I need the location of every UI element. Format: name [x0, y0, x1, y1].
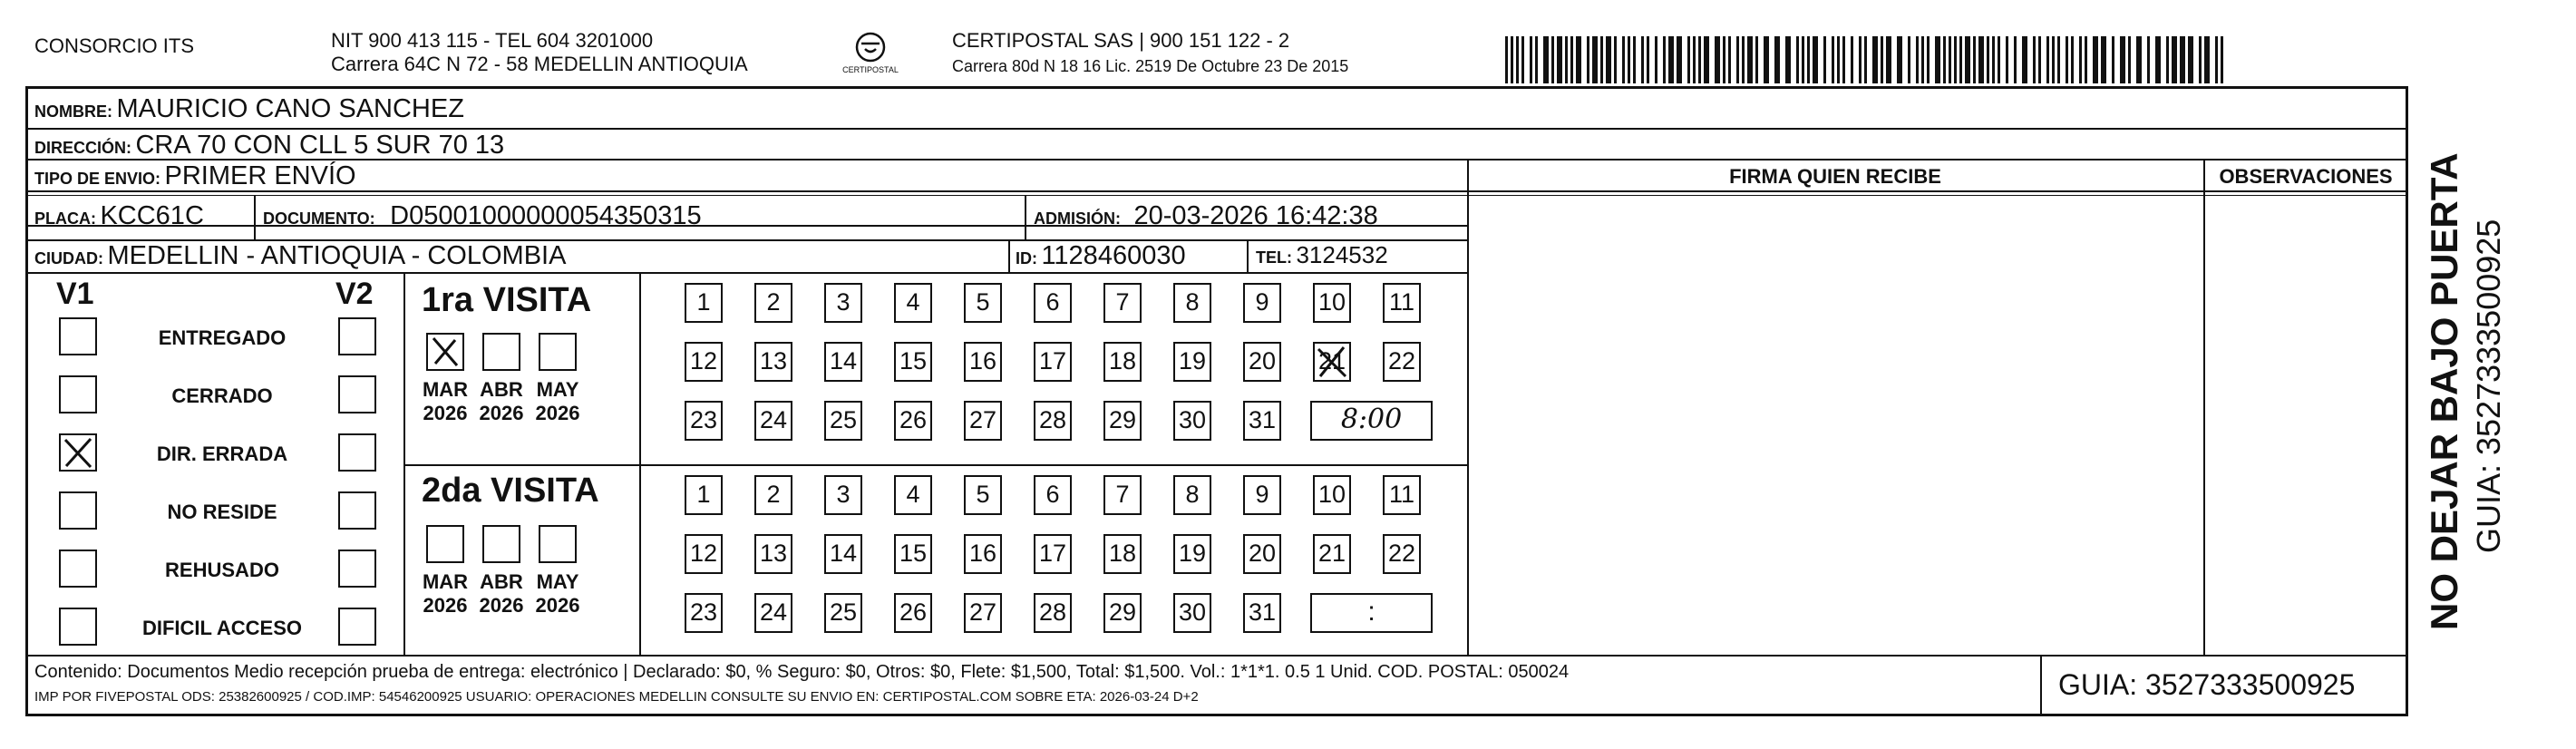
barcode-bar [1813, 36, 1818, 83]
first-day-26[interactable]: 26 [894, 401, 932, 441]
second-day-24[interactable]: 24 [754, 593, 792, 633]
barcode-bar [1576, 36, 1581, 83]
status-label: NO RESIDE [167, 501, 277, 523]
barcode-bar [1755, 36, 1758, 83]
v1-label: V1 [56, 277, 94, 311]
nit-line: NIT 900 413 115 - TEL 604 3201000 [331, 29, 654, 52]
barcode-bar [1742, 36, 1745, 83]
second-day-16[interactable]: 16 [964, 534, 1002, 574]
v2-checkbox-entregado[interactable] [338, 317, 376, 355]
divider [254, 195, 256, 239]
direccion-value: CRA 70 CON CLL 5 SUR 70 13 [135, 131, 505, 160]
barcode-bar [1959, 36, 1962, 83]
v1-checkbox-cerrado[interactable] [59, 375, 97, 413]
divider [403, 464, 1467, 466]
status-label: DIFICIL ACCESO [141, 617, 302, 639]
second-day-27[interactable]: 27 [964, 593, 1002, 633]
divider [1467, 159, 1469, 655]
second-month-label: MAR 2026 [422, 570, 469, 617]
barcode-bar [2204, 36, 2210, 83]
admision-value: 20-03-2026 16:42:38 [1133, 201, 1378, 230]
barcode-bar [1807, 36, 1810, 83]
barcode-bar [2014, 36, 2017, 83]
v1-checkbox-no-reside[interactable] [59, 491, 97, 530]
first-day-28[interactable]: 28 [1034, 401, 1072, 441]
status-label: REHUSADO [165, 559, 279, 581]
barcode-bar [2147, 36, 2150, 83]
id-row [1016, 241, 1186, 271]
first-month-label: ABR 2026 [479, 378, 524, 424]
barcode-bar [1511, 36, 1513, 83]
status-label: ENTREGADO [158, 326, 287, 349]
barcode-bar [1693, 36, 1696, 83]
second-day-22[interactable]: 22 [1383, 534, 1421, 574]
first-day-2[interactable]: 2 [754, 283, 792, 323]
second-day-5[interactable]: 5 [964, 475, 1002, 515]
barcode-bar [2046, 36, 2049, 83]
admision-row [1034, 201, 1378, 231]
barcode-bar [1832, 36, 1834, 83]
nombre-row [34, 94, 464, 124]
second-day-21[interactable]: 21 [1313, 534, 1351, 574]
barcode-bar [1921, 36, 1924, 83]
first-month-label: MAY 2026 [535, 378, 580, 424]
barcode-bar [1864, 36, 1867, 83]
barcode-bar [1587, 36, 1589, 83]
first-day-21[interactable]: 21 [1313, 342, 1351, 382]
second-month-label: MAY 2026 [535, 570, 580, 617]
first-day-12[interactable]: 12 [685, 342, 723, 382]
company-address: Carrera 64C N 72 - 58 MEDELLIN ANTIOQUIA [331, 53, 748, 75]
observaciones-label: OBSERVACIONES [2219, 165, 2393, 188]
v1-checkbox-dificil-acceso[interactable] [59, 608, 97, 646]
barcode-bar [1592, 36, 1598, 83]
barcode-bar [1557, 36, 1562, 83]
barcode-bar [1535, 36, 1538, 83]
first-day-18[interactable]: 18 [1103, 342, 1142, 382]
divider [1025, 195, 1026, 239]
barcode-bar [1992, 36, 1995, 83]
barcode-bar [1837, 36, 1840, 83]
second-day-10[interactable]: 10 [1313, 475, 1351, 515]
barcode-bar [1886, 36, 1891, 83]
barcode-bar [1516, 36, 1519, 83]
side-guia-text: GUIA: 3527333500925 [2470, 219, 2507, 553]
direccion-label: DIRECCIÓN: [34, 139, 131, 157]
first-day-1[interactable]: 1 [685, 283, 723, 323]
barcode-bar [1606, 36, 1611, 83]
divider [1247, 239, 1249, 272]
barcode-bar [1505, 36, 1508, 83]
barcode-bar [1736, 36, 1739, 83]
barcode-bar [1943, 36, 1946, 83]
logo-text: CERTIPOSTAL [842, 65, 899, 74]
barcode-bar [2093, 36, 2098, 83]
first-day-3[interactable]: 3 [824, 283, 862, 323]
barcode-bar [2166, 36, 2169, 83]
divider [25, 195, 2408, 196]
second-day-25[interactable]: 25 [824, 593, 862, 633]
barcode-bar [1687, 36, 1690, 83]
divider [25, 272, 1467, 274]
divider [1008, 239, 1010, 272]
tel-row [1256, 241, 1388, 269]
barcode-bar [1622, 36, 1625, 83]
first-day-31[interactable]: 31 [1243, 401, 1281, 441]
first-visit-title: 1ra VISITA [422, 281, 592, 319]
first-day-7[interactable]: 7 [1103, 283, 1142, 323]
first-day-9[interactable]: 9 [1243, 283, 1281, 323]
barcode-bar [1570, 36, 1573, 83]
v1-checkbox-dir-errada[interactable] [59, 433, 97, 472]
placa-label: PLACA: [34, 209, 96, 228]
barcode-bar [1872, 36, 1878, 83]
second-month-checkbox-may[interactable] [539, 525, 577, 563]
barcode-bar [1668, 36, 1674, 83]
documento-row [263, 201, 702, 231]
admision-label: ADMISIÓN: [1034, 209, 1121, 228]
guia-box: GUIA: 3527333500925 [2058, 668, 2356, 701]
first-month-checkbox-may[interactable] [539, 333, 577, 371]
barcode-bar [1698, 36, 1701, 83]
first-day-25[interactable]: 25 [824, 401, 862, 441]
barcode-bar [2180, 36, 2185, 83]
barcode-bar [1723, 36, 1725, 83]
second-month-checkbox-abr[interactable] [482, 525, 520, 563]
barcode-bar [1551, 36, 1554, 83]
second-visit-title: 2da VISITA [422, 472, 599, 510]
barcode-bar [2120, 36, 2125, 83]
barcode-bar [2022, 36, 2027, 83]
second-day-4[interactable]: 4 [894, 475, 932, 515]
placa-row [34, 201, 204, 231]
carrier-address: Carrera 80d N 18 16 Lic. 2519 De Octubre 23 De 2015 [952, 57, 1349, 75]
barcode-bar [1728, 36, 1731, 83]
second-day-31[interactable]: 31 [1243, 593, 1281, 633]
barcode-bar [1949, 36, 1951, 83]
barcode-bar [2052, 36, 2055, 83]
second-day-15[interactable]: 15 [894, 534, 932, 574]
barcode-bar [1802, 36, 1804, 83]
company-name: CONSORCIO ITS [34, 34, 195, 57]
barcode-bar [2199, 36, 2202, 83]
barcode-bar [1565, 36, 1568, 83]
imp-text: IMP POR FIVEPOSTAL ODS: 25382600925 / COD.IMP: 54546200925 USUARIO: OPERACIONES MEDELLIN CONSULTE SU ENVIO EN: CERTIPOSTAL.COM SOBRE ETA: 2026-03-24 D+2 [34, 689, 1199, 705]
second-day-17[interactable]: 17 [1034, 534, 1072, 574]
second-day-6[interactable]: 6 [1034, 475, 1072, 515]
barcode-bar [1954, 36, 1957, 83]
first-day-24[interactable]: 24 [754, 401, 792, 441]
nombre-label: NOMBRE: [34, 102, 112, 121]
barcode-bar [2221, 36, 2223, 83]
contenido-text: Contenido: Documentos Medio recepción prueba de entrega: electrónico | Declarado: $0, % Seguro: $0, Otros: $0, Flete: $1,500, Total: $1,500. Vol.: 1*1*1. 0.5 1 Unid. COD. POSTAL: 050024 [34, 662, 1570, 682]
firma-label: FIRMA QUIEN RECIBE [1729, 165, 1941, 188]
barcode-bar [1916, 36, 1919, 83]
barcode-bar [1823, 36, 1826, 83]
divider [403, 272, 405, 655]
barcode-bar [2136, 36, 2142, 83]
first-day-4[interactable]: 4 [894, 283, 932, 323]
barcode-bar [2155, 36, 2161, 83]
divider [2040, 655, 2042, 716]
second-day-14[interactable]: 14 [824, 534, 862, 574]
second-day-18[interactable]: 18 [1103, 534, 1142, 574]
barcode-bar [1785, 36, 1791, 83]
v1-checkbox-rehusado[interactable] [59, 550, 97, 588]
first-day-19[interactable]: 19 [1173, 342, 1211, 382]
direccion-row [34, 131, 504, 160]
barcode-bar [1677, 36, 1682, 83]
divider [25, 128, 2408, 130]
second-month-label: ABR 2026 [479, 570, 524, 617]
first-day-8[interactable]: 8 [1173, 283, 1211, 323]
first-month-label: MAR 2026 [422, 378, 469, 424]
first-day-15[interactable]: 15 [894, 342, 932, 382]
first-day-16[interactable]: 16 [964, 342, 1002, 382]
second-month-checkbox-mar[interactable] [426, 525, 464, 563]
second-day-11[interactable]: 11 [1383, 475, 1421, 515]
status-label: CERRADO [171, 384, 273, 407]
second-day-23[interactable]: 23 [685, 593, 723, 633]
barcode-bar [1647, 36, 1649, 83]
barcode-bar [2215, 36, 2218, 83]
barcode-bar [1663, 36, 1666, 83]
placa-value: KCC61C [100, 201, 204, 230]
first-day-29[interactable]: 29 [1103, 401, 1142, 441]
barcode-bar [2006, 36, 2008, 83]
v2-checkbox-cerrado[interactable] [338, 375, 376, 413]
second-day-2[interactable]: 2 [754, 475, 792, 515]
barcode-bar [2172, 36, 2177, 83]
second-day-1[interactable]: 1 [685, 475, 723, 515]
barcode-bar [1530, 36, 1532, 83]
barcode-bar [1764, 36, 1769, 83]
second-day-3[interactable]: 3 [824, 475, 862, 515]
barcode-bar [1614, 36, 1617, 83]
barcode-bar [2112, 36, 2114, 83]
status-label: DIR. ERRADA [156, 443, 288, 465]
tipo-value: PRIMER ENVÍO [164, 161, 356, 190]
v2-label: V2 [335, 277, 374, 311]
barcode-bar [2057, 36, 2060, 83]
first-day-17[interactable]: 17 [1034, 342, 1072, 382]
divider [25, 655, 2408, 657]
barcode-bar [1851, 36, 1853, 83]
v2-checkbox-rehusado[interactable] [338, 550, 376, 588]
barcode-bar [1747, 36, 1753, 83]
barcode-bar [1715, 36, 1720, 83]
barcode-bar [1897, 36, 1902, 83]
barcode-bar [1633, 36, 1636, 83]
second-day-20[interactable]: 20 [1243, 534, 1281, 574]
barcode-bar [2033, 36, 2036, 83]
barcode-bar [1600, 36, 1603, 83]
first-day-10[interactable]: 10 [1313, 283, 1351, 323]
second-day-7[interactable]: 7 [1103, 475, 1142, 515]
ciudad-label: CIUDAD: [34, 249, 103, 268]
second-day-9[interactable]: 9 [1243, 475, 1281, 515]
second-day-8[interactable]: 8 [1173, 475, 1211, 515]
v2-checkbox-dificil-acceso[interactable] [338, 608, 376, 646]
barcode-bar [1859, 36, 1862, 83]
barcode-bar [1521, 36, 1524, 83]
first-day-27[interactable]: 27 [964, 401, 1002, 441]
barcode-bar [1641, 36, 1644, 83]
v2-checkbox-no-reside[interactable] [338, 491, 376, 530]
second-day-30[interactable]: 30 [1173, 593, 1211, 633]
barcode-bar [2066, 36, 2068, 83]
ciudad-value: MEDELLIN - ANTIOQUIA - COLOMBIA [107, 241, 567, 270]
barcode-bar [2038, 36, 2041, 83]
barcode-bar [1998, 36, 2000, 83]
first-day-22[interactable]: 22 [1383, 342, 1421, 382]
second-day-26[interactable]: 26 [894, 593, 932, 633]
barcode [1505, 36, 2231, 83]
tipo-row [34, 161, 356, 191]
second-day-28[interactable]: 28 [1034, 593, 1072, 633]
barcode-bar [2128, 36, 2131, 83]
first-month-checkbox-abr[interactable] [482, 333, 520, 371]
barcode-bar [2071, 36, 2074, 83]
first-day-20[interactable]: 20 [1243, 342, 1281, 382]
second-time-field[interactable]: : [1310, 593, 1433, 633]
tel-value: 3124532 [1296, 241, 1388, 268]
first-day-30[interactable]: 30 [1173, 401, 1211, 441]
barcode-bar [1543, 36, 1549, 83]
first-month-checkbox-mar[interactable] [426, 333, 464, 371]
second-day-19[interactable]: 19 [1173, 534, 1211, 574]
barcode-bar [1973, 36, 1976, 83]
tipo-label: TIPO DE ENVIO: [34, 170, 161, 188]
tel-label: TEL: [1256, 248, 1292, 267]
divider [25, 190, 2408, 192]
nombre-value: MAURICIO CANO SANCHEZ [116, 94, 464, 123]
first-day-14[interactable]: 14 [824, 342, 862, 382]
id-label: ID: [1016, 249, 1037, 268]
barcode-bar [1704, 36, 1709, 83]
divider [639, 272, 641, 655]
first-day-11[interactable]: 11 [1383, 283, 1421, 323]
ciudad-row [34, 241, 566, 271]
barcode-bar [1842, 36, 1845, 83]
first-day-6[interactable]: 6 [1034, 283, 1072, 323]
second-day-13[interactable]: 13 [754, 534, 792, 574]
barcode-bar [1935, 36, 1940, 83]
barcode-bar [2101, 36, 2106, 83]
first-day-13[interactable]: 13 [754, 342, 792, 382]
barcode-bar [2188, 36, 2193, 83]
barcode-bar [1796, 36, 1799, 83]
barcode-bar [1908, 36, 1910, 83]
barcode-bar [1965, 36, 1970, 83]
divider [2203, 159, 2205, 655]
first-day-5[interactable]: 5 [964, 283, 1002, 323]
second-day-12[interactable]: 12 [685, 534, 723, 574]
barcode-bar [1881, 36, 1883, 83]
barcode-bar [2085, 36, 2087, 83]
barcode-bar [1987, 36, 1989, 83]
id-value: 1128460030 [1041, 241, 1186, 270]
barcode-bar [1628, 36, 1630, 83]
no-dejar-text: NO DEJAR BAJO PUERTA [2423, 152, 2465, 630]
barcode-bar [1927, 36, 1930, 83]
second-day-29[interactable]: 29 [1103, 593, 1142, 633]
barcode-bar [1655, 36, 1657, 83]
first-day-23[interactable]: 23 [685, 401, 723, 441]
v2-checkbox-dir-errada[interactable] [338, 433, 376, 472]
v1-checkbox-entregado[interactable] [59, 317, 97, 355]
carrier-line: CERTIPOSTAL SAS | 900 151 122 - 2 [952, 29, 1290, 52]
barcode-bar [1774, 36, 1780, 83]
documento-label: DOCUMENTO: [263, 209, 375, 228]
barcode-bar [2079, 36, 2082, 83]
certipostal-logo [834, 27, 907, 83]
barcode-bar [1978, 36, 1984, 83]
documento-value: D05001000000054350315 [390, 201, 702, 230]
first-time-field[interactable]: 8:00 [1310, 401, 1433, 441]
